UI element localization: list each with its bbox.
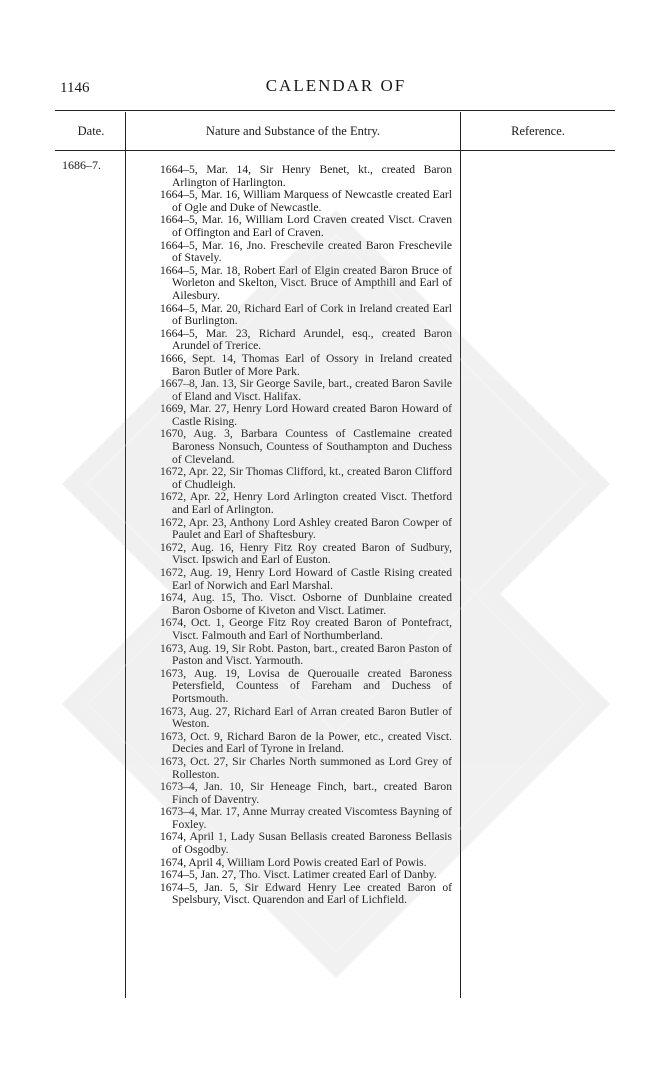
running-title: CALENDAR OF [265,76,407,95]
entry-item: 1673, Aug. 19, Lovisa de Querouaile created Baroness Petersfield, Countess of Fareham and Duchess of Portsmouth. [160,666,452,705]
entry-list [160,164,452,907]
entry-item: 1664–5, Mar. 16, Jno. Freschevile created Baron Freschevile of Stavely. [160,238,452,265]
entry-item: 1670, Aug. 3, Barbara Countess of Castlemaine created Baroness Nonsuch, Countess of Southampton and Duchess of Cleveland. [160,427,452,466]
column-header-date: Date. [77,124,105,138]
entry-item: 1672, Apr. 23, Anthony Lord Ashley created Baron Cowper of Paulet and Earl of Shaftesbury. [160,515,452,542]
entry-item: 1674–5, Jan. 27, Tho. Visct. Latimer created Earl of Danby. [160,868,437,882]
entry-item: 1664–5, Mar. 14, Sir Henry Benet, kt., created Baron Arlington of Harlington. [160,163,452,189]
entry-item: 1672, Apr. 22, Sir Thomas Clifford, kt., created Baron Clifford of Chudleigh. [160,465,452,491]
entry-item: 1673, Oct. 27, Sir Charles North summoned as Lord Grey of Rolleston. [160,754,452,781]
top-rule [55,110,615,111]
entry-item: 1674, April 4, William Lord Powis created Earl of Powis. [160,855,427,869]
column-header-nature: Nature and Substance of the Entry. [205,124,381,138]
entry-item: 1664–5, Mar. 23, Richard Arundel, esq., created Baron Arundel of Trerice. [160,326,452,353]
column-header-reference: Reference. [511,124,565,138]
entry-item: 1674–5, Jan. 5, Sir Edward Henry Lee created Baron of Spelsbury, Visct. Quarendon and Earl of Lichfield. [160,880,452,907]
entry-item: 1664–5, Mar. 16, William Lord Craven created Visct. Craven of Offington and Earl of Craven. [160,213,452,239]
header-bottom-rule [55,150,615,151]
entry-item: 1664–5, Mar. 18, Robert Earl of Elgin created Baron Bruce of Worleton and Skelton, Visct. Bruce of Ampthill and Earl of Ailesbury. [160,263,452,302]
entry-item: 1672, Apr. 22, Henry Lord Arlington created Visct. Thetford and Earl of Arlington. [160,490,452,517]
entry-item: 1674, Aug. 15, Tho. Visct. Osborne of Dunblaine created Baron Osborne of Kiveton and Visct. Latimer. [160,591,452,617]
entry-item: 1673, Aug. 27, Richard Earl of Arran created Baron Butler of Weston. [160,704,452,731]
entry-item: 1664–5, Mar. 16, William Marquess of Newcastle created Earl of Ogle and Duke of Newcastle. [160,188,452,214]
entry-item: 1674, Oct. 1, George Fitz Roy created Baron of Pontefract, Visct. Falmouth and Earl of Northumberland. [160,616,452,642]
page-number: 1146 [60,80,90,96]
column-divider-right [460,112,461,998]
entry-item: 1672, Aug. 19, Henry Lord Howard of Castle Rising created Earl of Norwich and Earl Marshal. [160,566,452,592]
entry-item: 1673, Aug. 19, Sir Robt. Paston, bart., created Baron Paston of Paston and Visct. Yarmouth. [160,641,452,668]
entry-item: 1669, Mar. 27, Henry Lord Howard created Baron Howard of Castle Rising. [160,402,452,428]
entry-item: 1673, Oct. 9, Richard Baron de la Power, etc., created Visct. Decies and Earl of Tyrone in Ireland. [160,729,452,756]
entry-item: 1673–4, Jan. 10, Sir Heneage Finch, bart., created Baron Finch of Daventry. [160,780,452,806]
entry-item: 1666, Sept. 14, Thomas Earl of Ossory in Ireland created Baron Butler of More Park. [160,351,452,378]
entry-item: 1672, Aug. 16, Henry Fitz Roy created Baron of Sudbury, Visct. Ipswich and Earl of Euston. [160,540,452,567]
entry-item: 1674, April 1, Lady Susan Bellasis created Baroness Bellasis of Osgodby. [160,830,452,857]
column-divider-left [125,112,126,998]
date-cell: 1686–7. [62,158,101,172]
entry-item: 1667–8, Jan. 13, Sir George Savile, bart., created Baron Savile of Eland and Visct. Halifax. [160,377,452,403]
entry-item: 1664–5, Mar. 20, Richard Earl of Cork in Ireland created Earl of Burlington. [160,301,452,328]
entry-item: 1673–4, Mar. 17, Anne Murray created Viscomtess Bayning of Foxley. [160,805,452,831]
